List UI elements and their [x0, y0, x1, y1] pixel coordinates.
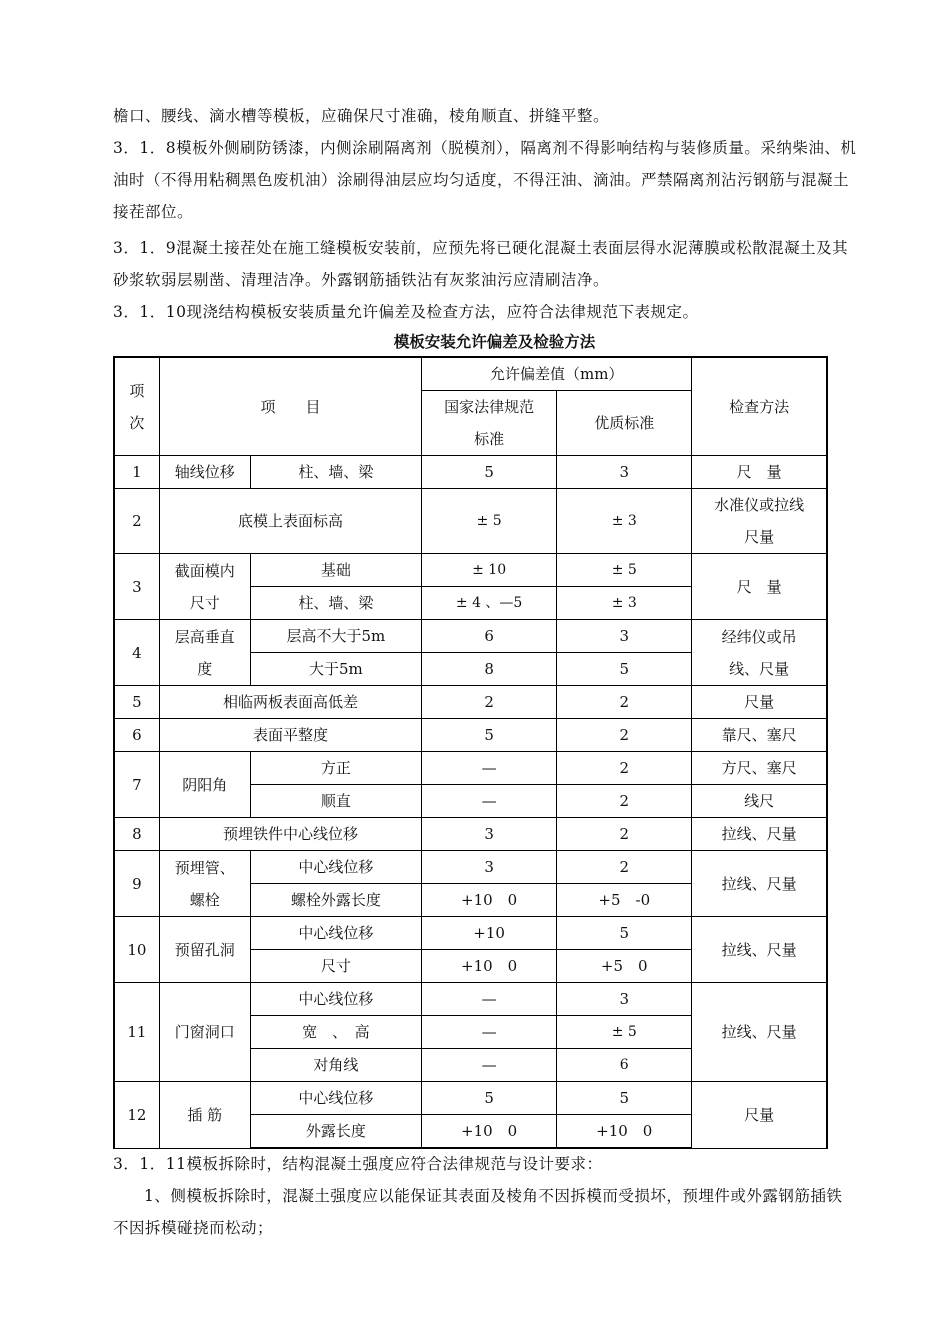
table-row: [114, 983, 827, 1016]
row-quality: 2: [557, 785, 692, 818]
row-quality: 2: [557, 752, 692, 785]
row-method: 尺 量: [692, 456, 827, 489]
row-national: —: [422, 785, 557, 818]
row-national: 5: [422, 456, 557, 489]
table-row: [114, 1082, 827, 1115]
row-quality: +5 -0: [557, 884, 692, 917]
row-quality: 5: [557, 653, 692, 686]
row-quality: 2: [557, 818, 692, 851]
row-quality: 3: [557, 983, 692, 1016]
row-no: 2: [114, 489, 159, 554]
row-method: 尺量: [692, 1082, 827, 1149]
row-national: 5: [422, 1082, 557, 1115]
row-item: 插 筋: [159, 1082, 250, 1149]
row-item: 轴线位移: [159, 456, 250, 489]
row-no: 3: [114, 554, 159, 620]
row-item: 预留孔洞: [159, 917, 250, 983]
row-method: 线尺: [692, 785, 827, 818]
paragraph-3-1-11: 3．1．11模板拆除时，结构混凝土强度应符合法律规范与设计要求：: [113, 1155, 603, 1173]
row-subitem: 方正: [250, 752, 421, 785]
row-method: 经纬仪或吊 线、尺量: [692, 620, 827, 686]
row-method: 尺量: [692, 686, 827, 719]
row-method: 拉线、尺量: [692, 983, 827, 1082]
paragraph-3-1-8: 3．1．8模板外侧刷防锈漆，内侧涂刷隔离剂（脱模剂），隔离剂不得影响结构与装修质量。采纳柴油、机油时（不得用粘稠黑色废机油）涂刷得油层应均匀适度，不得汪油、滴油。严禁隔离剂沾污钢筋与混凝土接茬部位。: [113, 139, 857, 221]
row-no: 6: [114, 719, 159, 752]
header-item: 项 目: [159, 357, 421, 456]
row-method: 拉线、尺量: [692, 818, 827, 851]
row-method: 水准仪或拉线 尺量: [692, 489, 827, 554]
row-national: 5: [422, 719, 557, 752]
row-quality: 2: [557, 686, 692, 719]
row-item: 相临两板表面高低差: [159, 686, 421, 719]
row-quality: +5 0: [557, 950, 692, 983]
row-national: —: [422, 752, 557, 785]
row-no: 1: [114, 456, 159, 489]
row-quality: 2: [557, 851, 692, 884]
row-no: 8: [114, 818, 159, 851]
row-subitem: 柱、墙、梁: [250, 587, 421, 620]
row-no: 12: [114, 1082, 159, 1149]
row-quality: ± 5: [557, 1016, 692, 1049]
row-national: +10 0: [422, 884, 557, 917]
table-row: [114, 620, 827, 653]
table-row: [114, 719, 827, 752]
row-subitem: 尺寸: [250, 950, 421, 983]
row-item: 截面模内 尺寸: [159, 554, 250, 620]
row-item: 底模上表面标高: [159, 489, 421, 554]
table-row: [114, 851, 827, 884]
row-national: —: [422, 1016, 557, 1049]
row-subitem: 柱、墙、梁: [250, 456, 421, 489]
row-quality: 5: [557, 917, 692, 950]
row-item: 预埋铁件中心线位移: [159, 818, 421, 851]
row-national: +10 0: [422, 950, 557, 983]
row-subitem: 对角线: [250, 1049, 421, 1082]
row-subitem: 顺直: [250, 785, 421, 818]
row-subitem: 螺栓外露长度: [250, 884, 421, 917]
row-national: 6: [422, 620, 557, 653]
row-quality: 5: [557, 1082, 692, 1115]
row-subitem: 外露长度: [250, 1115, 421, 1149]
row-quality: ± 5: [557, 554, 692, 587]
header-national: 国家法律规范 标准: [422, 391, 557, 456]
row-subitem: 层高不大于5m: [250, 620, 421, 653]
row-national: —: [422, 983, 557, 1016]
paragraph-eaves: 檐口、腰线、滴水槽等模板，应确保尺寸准确，棱角顺直、拼缝平整。: [113, 107, 610, 125]
tolerance-table: [113, 356, 828, 1149]
row-item: 预埋管、 螺栓: [159, 851, 250, 917]
header-method: 检查方法: [692, 357, 827, 456]
row-item: 表面平整度: [159, 719, 421, 752]
header-no: 项 次: [114, 357, 159, 456]
row-method: 方尺、塞尺: [692, 752, 827, 785]
row-method: 尺 量: [692, 554, 827, 620]
row-subitem: 中心线位移: [250, 1082, 421, 1115]
row-no: 10: [114, 917, 159, 983]
row-subitem: 宽 、 高: [250, 1016, 421, 1049]
row-national: 3: [422, 818, 557, 851]
row-subitem: 基础: [250, 554, 421, 587]
row-quality: 6: [557, 1049, 692, 1082]
row-national: 3: [422, 851, 557, 884]
row-method: 拉线、尺量: [692, 851, 827, 917]
row-national: +10 0: [422, 1115, 557, 1149]
paragraph-3-1-10: 3．1．10现浇结构模板安装质量允许偏差及检查方法，应符合法律规范下表规定。: [113, 303, 699, 321]
row-quality: 3: [557, 456, 692, 489]
row-subitem: 中心线位移: [250, 983, 421, 1016]
row-subitem: 中心线位移: [250, 851, 421, 884]
row-national: —: [422, 1049, 557, 1082]
row-national: ± 4 、—5: [422, 587, 557, 620]
paragraph-3-1-9: 3．1．9混凝土接茬处在施工缝模板安装前，应预先将已硬化混凝土表面层得水泥薄膜或松散混凝土及其砂浆软弱层剔凿、清理洁净。外露钢筋插铁沾有灰浆油污应清刷洁净。: [113, 239, 849, 289]
table-caption: 模板安装允许偏差及检验方法: [393, 333, 596, 351]
row-quality: 2: [557, 719, 692, 752]
row-quality: 3: [557, 620, 692, 653]
table-row: [114, 752, 827, 785]
row-subitem: 大于5m: [250, 653, 421, 686]
row-method: 靠尺、塞尺: [692, 719, 827, 752]
row-national: ± 10: [422, 554, 557, 587]
row-no: 4: [114, 620, 159, 686]
table-row: [114, 554, 827, 587]
row-item: 门窗洞口: [159, 983, 250, 1082]
row-quality: +10 0: [557, 1115, 692, 1149]
table-row: [114, 818, 827, 851]
paragraph-side-formwork: 1、侧模板拆除时，混凝土强度应以能保证其表面及棱角不因拆模而受损坏，预埋件或外露钢筋插铁不因拆模碰挠而松动；: [113, 1187, 843, 1237]
header-tolerance: 允许偏差值（mm）: [422, 357, 692, 391]
row-national: +10: [422, 917, 557, 950]
row-no: 11: [114, 983, 159, 1082]
row-national: 8: [422, 653, 557, 686]
row-no: 9: [114, 851, 159, 917]
row-item: 阴阳角: [159, 752, 250, 818]
row-no: 5: [114, 686, 159, 719]
table-row: [114, 456, 827, 489]
row-quality: ± 3: [557, 587, 692, 620]
row-national: ± 5: [422, 489, 557, 554]
row-quality: ± 3: [557, 489, 692, 554]
row-method: 拉线、尺量: [692, 917, 827, 983]
row-item: 层高垂直 度: [159, 620, 250, 686]
row-no: 7: [114, 752, 159, 818]
header-quality: 优质标准: [557, 391, 692, 456]
row-national: 2: [422, 686, 557, 719]
table-row: [114, 686, 827, 719]
row-subitem: 中心线位移: [250, 917, 421, 950]
table-row: [114, 489, 827, 554]
table-row: [114, 917, 827, 950]
